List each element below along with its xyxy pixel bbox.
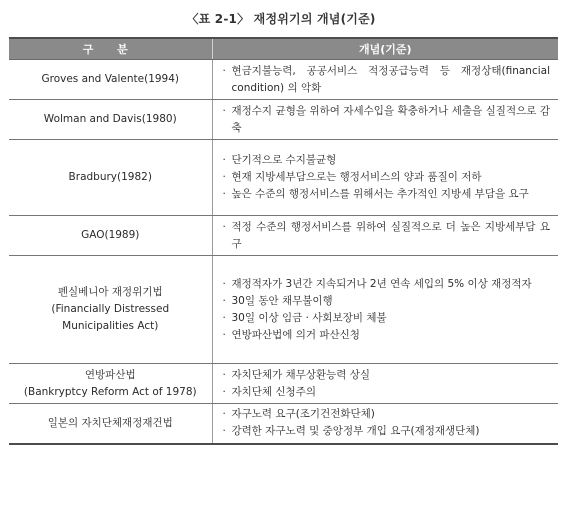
bullet-icon: · xyxy=(222,277,226,290)
concept-item xyxy=(223,152,551,169)
category-line: (Financially Distressed xyxy=(51,303,170,315)
row-category xyxy=(9,140,212,216)
bullet-icon: · xyxy=(222,294,226,307)
bullet-icon: · xyxy=(222,328,226,341)
bullet-icon: · xyxy=(222,154,226,166)
concept-text: 자치단체가 채무상환능력 상실 xyxy=(231,368,371,381)
row-category xyxy=(9,60,212,100)
concept-item xyxy=(223,327,551,344)
row-category xyxy=(9,404,212,444)
concept-text: 자치단체 신청주의 xyxy=(231,385,316,398)
concept-text: 강력한 자구노력 및 중앙정부 개입 요구(재정재생단체) xyxy=(231,425,480,438)
concept-text: 높은 수준의 행정서비스를 위해서는 추가적인 지방세 부담을 요구 xyxy=(231,188,529,200)
category-line: 펜실베니아 재정위기법 xyxy=(57,286,163,298)
row-concept xyxy=(212,256,558,364)
concept-text: 30일 동안 채무불이행 xyxy=(231,294,333,307)
concept-item xyxy=(223,406,551,423)
category-line: 일본의 자치단체재정재건법 xyxy=(47,416,173,429)
concept-text: 적정 수준의 행정서비스를 위하여 실질적으로 더 높은 지방세부담 요구 xyxy=(231,220,550,250)
category-line: Groves and Valente(1994) xyxy=(41,73,180,85)
table-row xyxy=(9,100,558,140)
row-concept xyxy=(212,100,558,140)
row-concept xyxy=(212,140,558,216)
crisis-concept-table xyxy=(9,37,558,445)
concept-item xyxy=(223,186,551,203)
table-row xyxy=(9,60,558,100)
table-row xyxy=(9,256,558,364)
bullet-icon: · xyxy=(222,311,226,324)
concept-text: 현금지불능력, 공공서비스 적정공급능력 등 재정상태(financial condition) 의 악화 xyxy=(231,64,550,94)
category-line: Municipalities Act) xyxy=(62,320,159,332)
bullet-icon: · xyxy=(222,188,226,200)
table-row xyxy=(9,364,558,404)
category-line: 연방파산법 xyxy=(84,368,136,381)
bullet-icon: · xyxy=(222,408,226,421)
bullet-icon: · xyxy=(222,368,226,381)
bullet-icon: · xyxy=(222,64,226,77)
concept-item xyxy=(223,293,551,310)
bullet-icon: · xyxy=(222,425,226,438)
row-category xyxy=(9,216,212,256)
category-line: GAO(1989) xyxy=(81,229,140,241)
concept-item xyxy=(223,169,551,186)
concept-item xyxy=(223,219,551,253)
concept-item xyxy=(223,423,551,440)
concept-text: 현재 지방세부담으로는 행정서비스의 양과 품질이 저하 xyxy=(231,171,482,183)
concept-text: 연방파산법에 의거 파산신청 xyxy=(231,328,360,341)
concept-item xyxy=(223,310,551,327)
category-line: Bradbury(1982) xyxy=(68,171,152,183)
concept-text: 재정수지 균형을 위하여 자세수입을 확충하거나 세출을 실질적으로 감축 xyxy=(231,104,550,134)
concept-text: 단기적으로 수지불균형 xyxy=(231,154,337,166)
row-concept xyxy=(212,60,558,100)
bullet-icon: · xyxy=(222,104,226,117)
category-line: (Bankryptcy Reform Act of 1978) xyxy=(23,385,197,398)
table-row xyxy=(9,404,558,444)
concept-item xyxy=(223,384,551,401)
header-row xyxy=(9,38,558,60)
row-concept xyxy=(212,216,558,256)
bullet-icon: · xyxy=(222,171,226,183)
table-row xyxy=(9,140,558,216)
row-concept xyxy=(212,364,558,404)
concept-item xyxy=(223,367,551,384)
table-body xyxy=(9,60,558,444)
table-row xyxy=(9,216,558,256)
concept-text: 재정적자가 3년간 지속되거나 2년 연속 세입의 5% 이상 재정적자 xyxy=(231,277,532,290)
header-concept: 개념(기준) xyxy=(212,38,558,60)
row-category xyxy=(9,100,212,140)
category-line: Wolman and Davis(1980) xyxy=(43,113,177,125)
bullet-icon: · xyxy=(222,220,226,233)
concept-item xyxy=(223,63,551,97)
table-caption: 〈표 2-1〉 재정위기의 개념(기준) xyxy=(186,12,376,26)
concept-item xyxy=(223,103,551,137)
row-category xyxy=(9,364,212,404)
concept-text: 자구노력 요구(조기건전화단체) xyxy=(231,408,375,421)
row-category xyxy=(9,256,212,364)
row-concept xyxy=(212,404,558,444)
concept-text: 30일 이상 임금 · 사회보장비 체불 xyxy=(231,311,387,324)
bullet-icon: · xyxy=(222,385,226,398)
header-category: 구 분 xyxy=(9,38,212,60)
concept-item xyxy=(223,276,551,293)
